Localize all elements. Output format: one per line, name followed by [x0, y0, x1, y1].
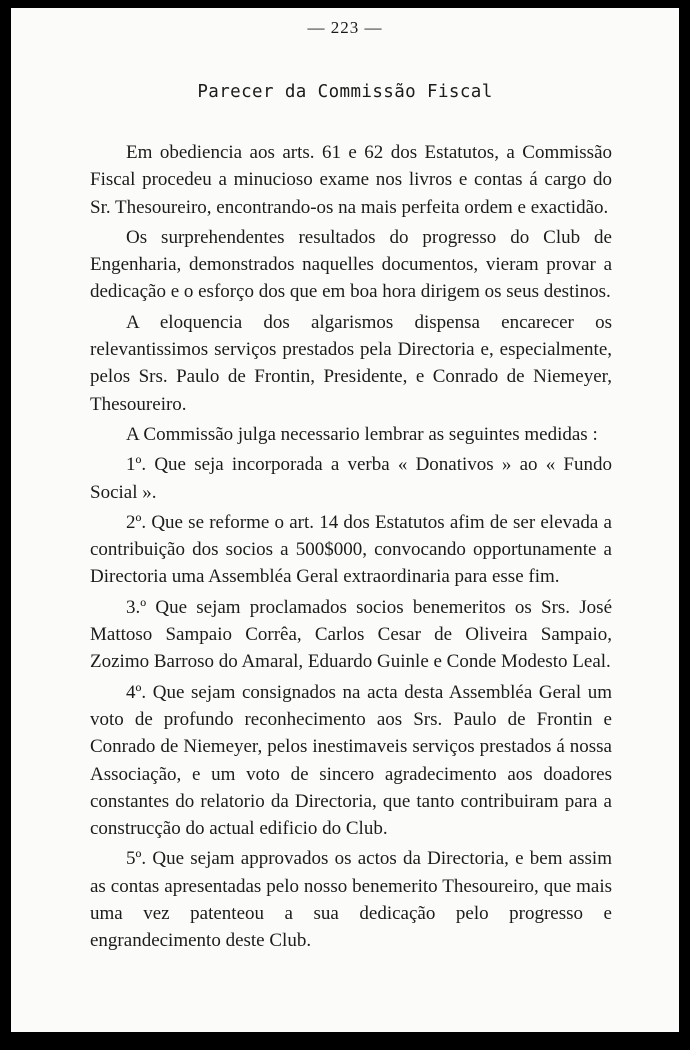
document-body — [90, 139, 612, 958]
paragraph-intro: Em obediencia aos arts. 61 e 62 dos Estatutos, a Commissão Fiscal procedeu a minucioso exame nos livros e contas á cargo do Sr. Thesoureiro, encontrando-os na mais perfeita ordem e exactidão. — [90, 142, 612, 218]
document-title: Parecer da Commissão Fiscal — [197, 82, 493, 102]
paragraph-results: Os surprehendentes resultados do progresso do Club de Engenharia, demonstrados naquelles documentos, vieram provar a dedicação e o esforço dos que em boa hora dirigem os seus destinos. — [90, 226, 612, 303]
measure-item-2: 2º. Que se reforme o art. 14 dos Estatutos afim de ser elevada a contribuição dos socios a 500$000, convocando opportunamente a Directoria uma Assembléa Geral extraordinaria para esse fim. — [90, 511, 612, 588]
document-page — [11, 8, 679, 1032]
measure-item-4: 4º. Que sejam consignados na acta desta Assembléa Geral um voto de profundo reconhecimento aos Srs. Paulo de Frontin e Conrado de Niemeyer, pelos inestimaveis serviços prestados á nossa Associação, e um voto de sincero agradecimento aos doadores constantes do relatorio da Directoria, que tanto contribuiram para a construcção do actual edificio do Club. — [90, 681, 612, 840]
paragraph-measures-intro: A Commissão julga necessario lembrar as seguintes medidas : — [126, 423, 598, 445]
measure-item-3: 3.º Que sejam proclamados socios benemeritos os Srs. José Mattoso Sampaio Corrêa, Carlos Cesar de Oliveira Sampaio, Zozimo Barroso do Amaral, Eduardo Guinle e Conde Modesto Leal. — [90, 596, 612, 673]
page-number: — 223 — — [307, 18, 383, 37]
paragraph-eloquence: A eloquencia dos algarismos dispensa encarecer os relevantissimos serviços prestados pela Directoria e, especialmente, pelos Srs. Paulo de Frontin, Presidente, e Conrado de Niemeyer, Thesoureiro. — [90, 311, 612, 415]
measure-item-1: 1º. Que seja incorporada a verba « Donativos » ao « Fundo Social ». — [90, 454, 612, 503]
measure-item-5: 5º. Que sejam approvados os actos da Directoria, e bem assim as contas apresentadas pelo nosso benemerito Thesoureiro, que mais uma vez patenteou a sua dedicação pelo progresso e engrandecimento deste Club. — [90, 848, 612, 952]
